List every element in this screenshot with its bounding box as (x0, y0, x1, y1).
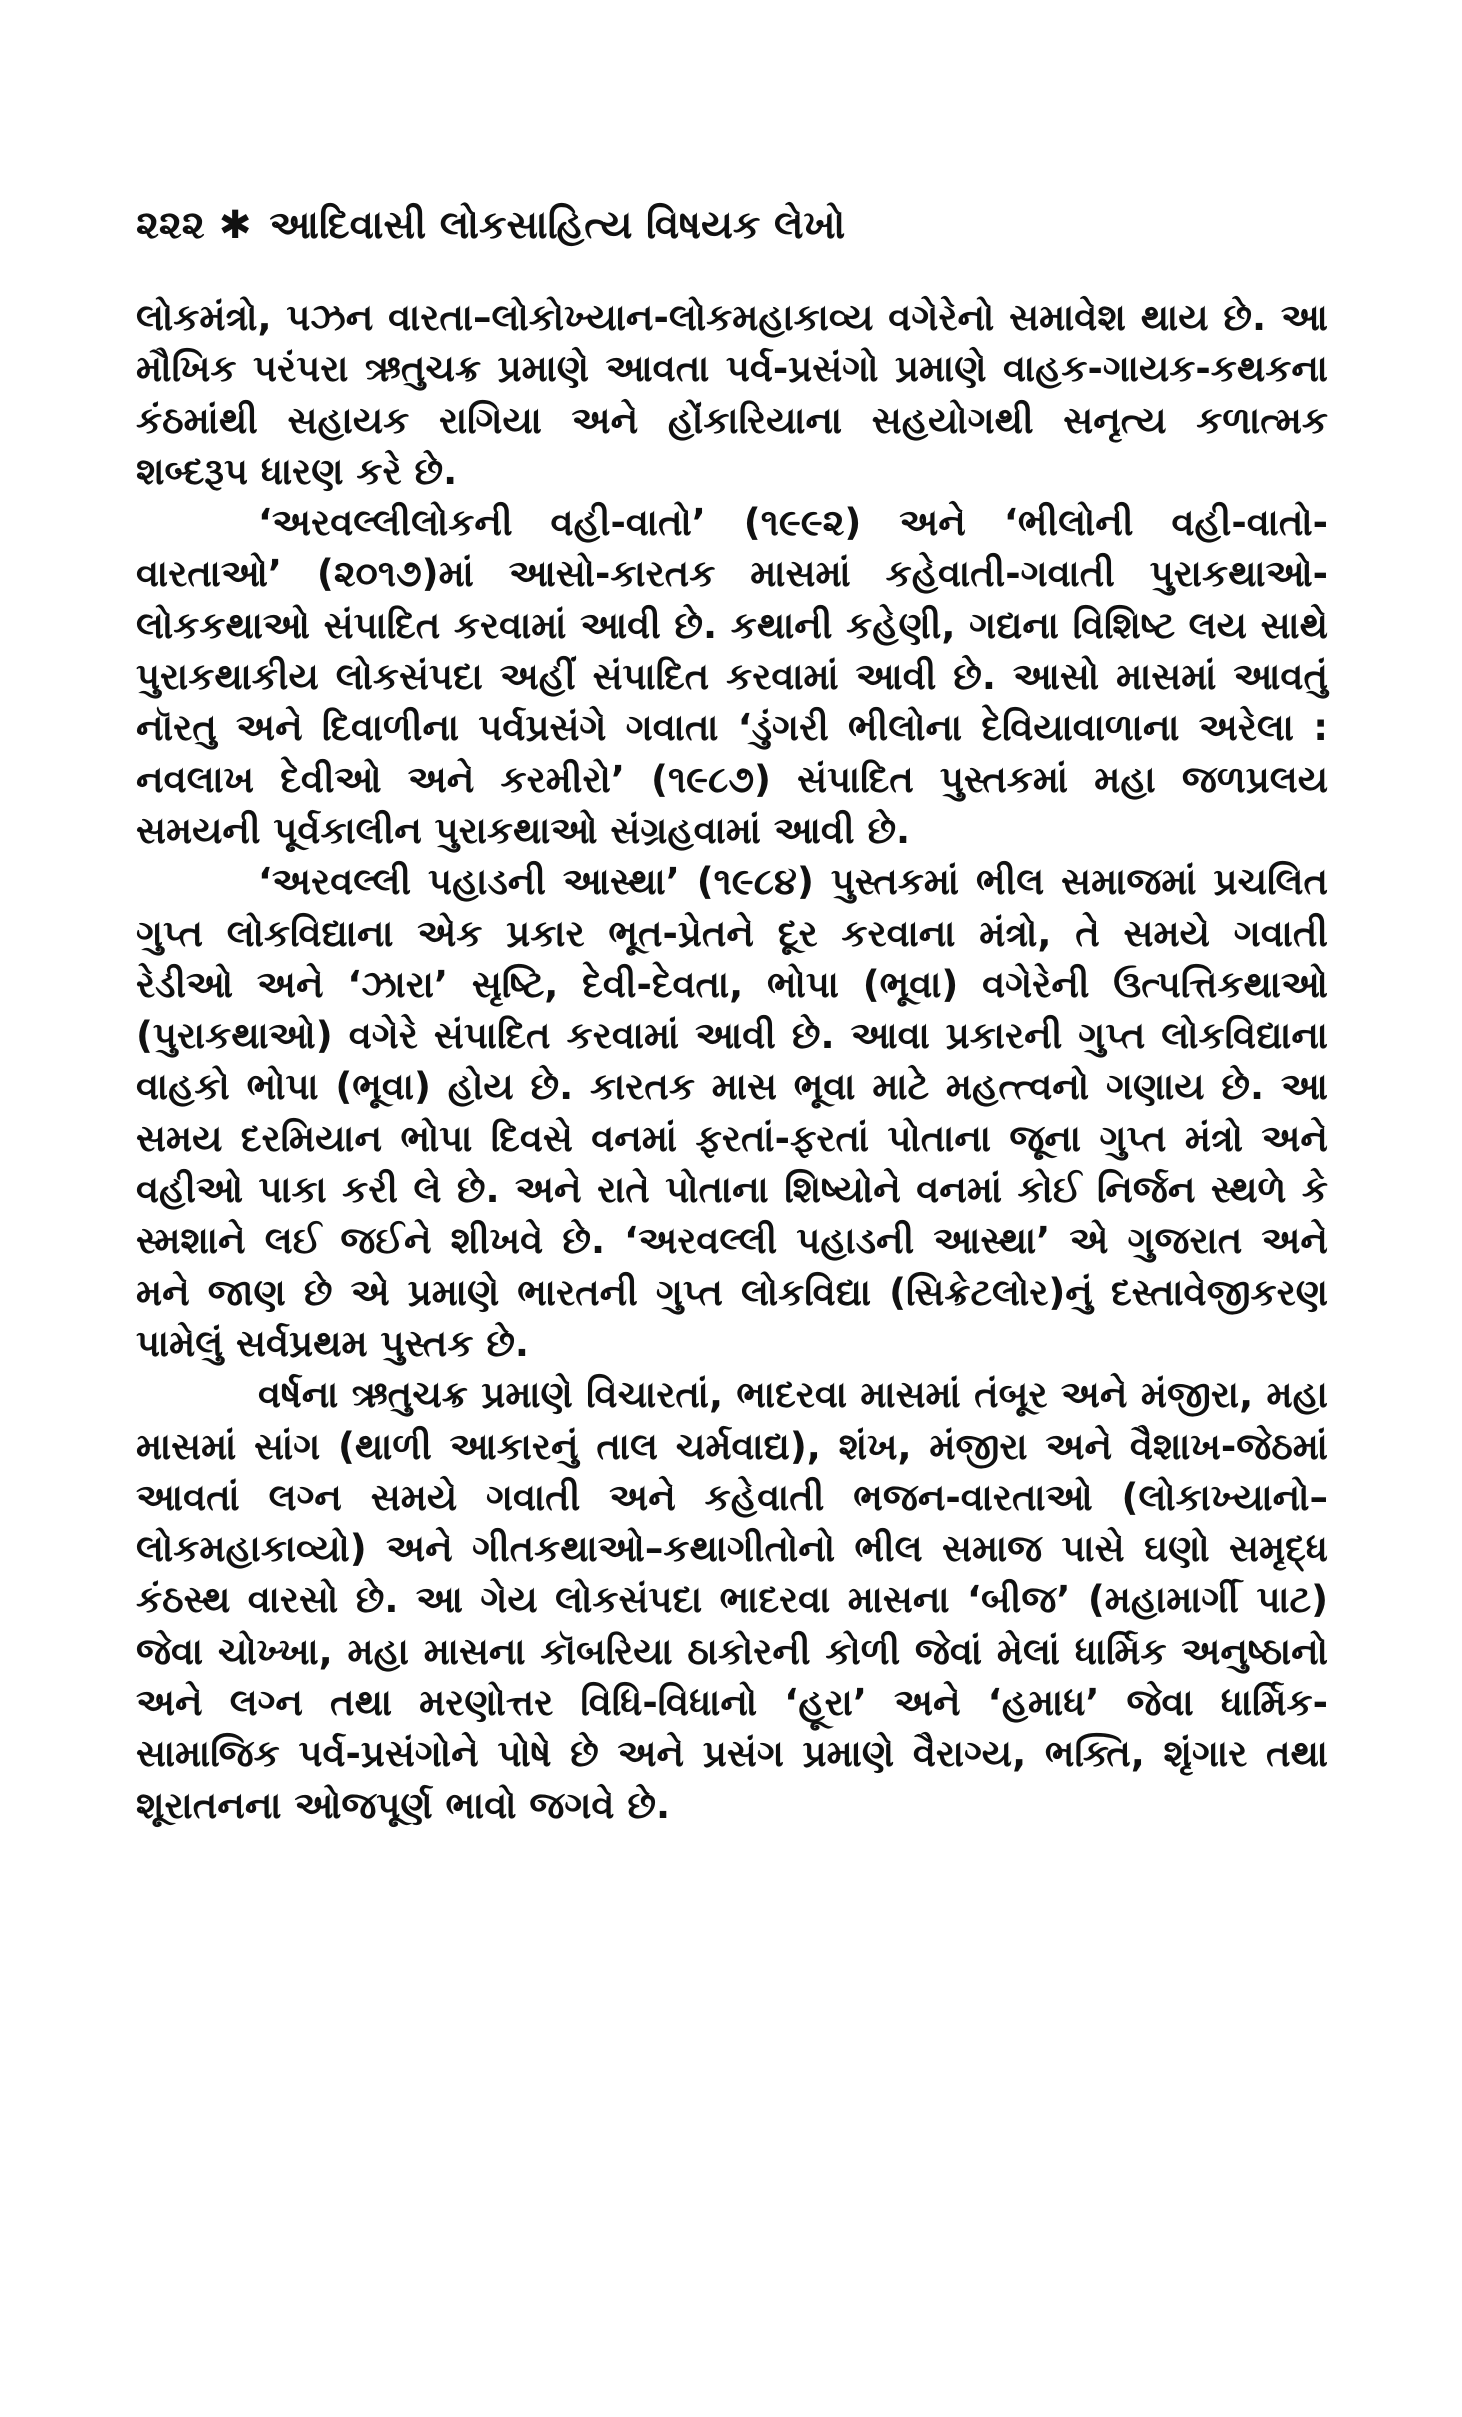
asterisk-separator-icon: ✱ (218, 203, 252, 248)
paragraph-arvalli-lok: ‘અરવલ્લીલોકની વહી-વાતો’ (૧૯૯૨) અને ‘ભીલોની વહી-વાતો-વારતાઓ’ (૨૦૧૭)માં આસો-કારતક માસમાં કહેવાતી-ગવાતી પુરાકથાઓ-લોકકથાઓ સંપાદિત કરવામાં આવી છે. કથાની કહેણી, ગદ્યના વિશિષ્ટ લય સાથે પુરાકથાકીય લોકસંપદા અહીં સંપાદિત કરવામાં આવી છે. આસો માસમાં આવતું નૉરતુ અને દિવાળીના પર્વપ્રસંગે ગવાતા ‘ડુંગરી ભીલોના દેવિયાવાળાના અરેલા : નવલાખ દેવીઓ અને કરમીરો’ (૧૯૮૭) સંપાદિત પુસ્તકમાં મહા જળપ્રલય સમયની પૂર્વકાલીન પુરાકથાઓ સંગ્રહવામાં આવી છે. (136, 501, 1328, 852)
paragraph-arvalli-pahad: ‘અરવલ્લી પહાડની આસ્થા’ (૧૯૮૪) પુસ્તકમાં ભીલ સમાજમાં પ્રચલિત ગુપ્ત લોકવિદ્યાના એક પ્રકાર ભૂત-પ્રેતને દૂર કરવાના મંત્રો, તે સમયે ગવાતી રેડીઓ અને ‘ઝારા’ સૃષ્ટિ, દેવી-દેવતા, ભોપા (ભૂવા) વગેરેની ઉત્પત્તિકથાઓ (પુરાકથાઓ) વગેરે સંપાદિત કરવામાં આવી છે. આવા પ્રકારની ગુપ્ત લોકવિદ્યાના વાહકો ભોપા (ભૂવા) હોય છે. કારતક માસ ભૂવા માટે મહત્ત્વનો ગણાય છે. આ સમય દરમિયાન ભોપા દિવસે વનમાં ફરતાં-ફરતાં પોતાના જૂના ગુપ્ત મંત્રો અને વહીઓ પાકા કરી લે છે. અને રાતે પોતાના શિષ્યોને વનમાં કોઈ નિર્જન સ્થળે કે સ્મશાને લઈ જઈને શીખવે છે. ‘અરવલ્લી પહાડની આસ્થા’ એ ગુજરાત અને મને જાણ છે એ પ્રમાણે ભારતની ગુપ્ત લોકવિદ્યા (સિક્રેટલોર)નું દસ્તાવેજીકરણ પામેલું સર્વપ્રથમ પુસ્તક છે. (136, 860, 1328, 1365)
book-title: આદિવાસી લોકસાહિત્ય વિષયક લેખો (269, 203, 846, 248)
running-head (136, 196, 1326, 256)
body-text (136, 292, 1328, 1831)
page-number: ૨૨૨ (136, 203, 205, 248)
paragraph-continuation: લોકમંત્રો, પઝન વારતા–લોકોખ્યાન-લોકમહાકાવ્ય વગેરેનો સમાવેશ થાય છે. આ મૌખિક પરંપરા ઋતુચક્ર પ્રમાણે આવતા પર્વ-પ્રસંગો પ્રમાણે વાહક-ગાયક-કથકના કંઠમાંથી સહાયક રાગિયા અને હોંકારિયાના સહયોગથી સનૃત્ય કળાત્મક શબ્દરૂપ ધારણ કરે છે. (136, 296, 1328, 493)
paragraph-rutuchakra: વર્ષના ઋતુચક્ર પ્રમાણે વિચારતાં, ભાદરવા માસમાં તંબૂર અને મંજીરા, મહા માસમાં સાંગ (થાળી આકારનું તાલ ચર્મવાદ્ય), શંખ, મંજીરા અને વૈશાખ-જેઠમાં આવતાં લગ્ન સમયે ગવાતી અને કહેવાતી ભજન-વારતાઓ (લોકાખ્યાનો–લોકમહાકાવ્યો) અને ગીતકથાઓ–કથાગીતોનો ભીલ સમાજ પાસે ઘણો સમૃદ્ધ કંઠસ્થ વારસો છે. આ ગેય લોકસંપદા ભાદરવા માસના ‘બીજ’ (મહામાર્ગી પાટ) જેવા ચોખ્ખા, મહા માસના કૉબરિયા ઠાકોરની કોળી જેવાં મેલાં ધાર્મિક અનુષ્ઠાનો અને લગ્ન તથા મરણોત્તર વિધિ-વિધાનો ‘હૂરા’ અને ‘હમાધ’ જેવા ધાર્મિક-સામાજિક પર્વ-પ્રસંગોને પોષે છે અને પ્રસંગ પ્રમાણે વૈરાગ્ય, ભક્તિ, શૃંગાર તથા શૂરાતનના ઓજપૂર્ણ ભાવો જગવે છે. (136, 1373, 1328, 1827)
